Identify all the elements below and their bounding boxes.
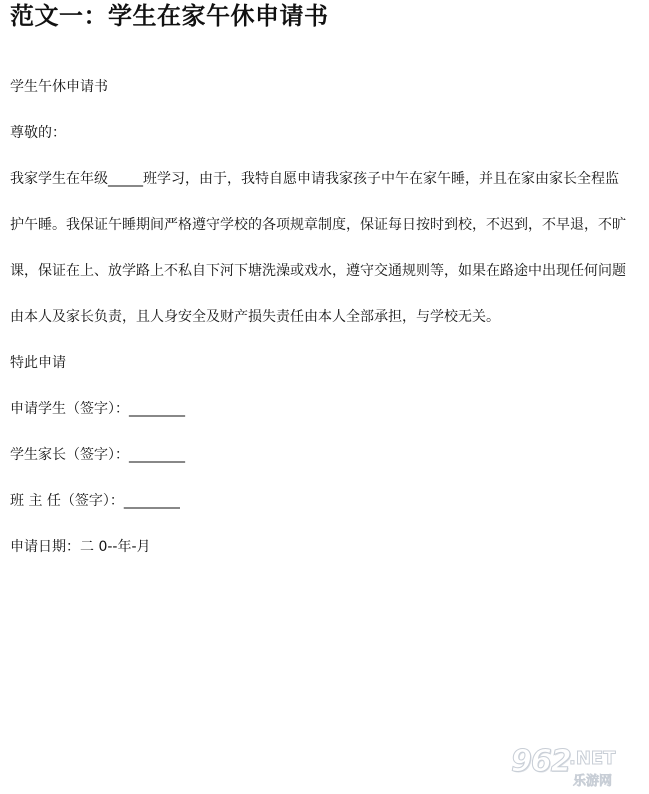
site-watermark-logo	[511, 746, 641, 788]
document	[10, 0, 630, 570]
watermark-domain: .NET	[569, 748, 616, 769]
letter-body: 我家学生在年级_____班学习，由于，我特自愿申请我家孩子中午在家午睡，并且在家由家长全程监护午睡。我保证午睡期间严格遵守学校的各项规章制度，保证每日按时到校，不迟到，不早退，不旷课，保证在上、放学路上不私自下河下塘洗澡或戏水，遵守交通规则等，如果在路途中出现任何问题由本人及家长负责，且人身安全及财产损失责任由本人全部承担，与学校无关。	[10, 171, 626, 325]
signature-student: 申请学生（签字）：________	[10, 401, 185, 417]
salutation: 尊敬的：	[10, 125, 66, 141]
signature-teacher: 班 主 任（签字）：________	[10, 493, 180, 509]
letter-heading: 学生午休申请书	[10, 79, 108, 95]
application-date: 申请日期：二 0--年-月	[10, 539, 151, 555]
watermark-subtitle: 乐游网	[573, 774, 613, 789]
document-title: 范文一：学生在家午休申请书	[10, 1, 329, 30]
signature-parent: 学生家长（签字）：________	[10, 447, 185, 463]
watermark-number: 962	[511, 744, 571, 779]
closing: 特此申请	[10, 355, 66, 371]
